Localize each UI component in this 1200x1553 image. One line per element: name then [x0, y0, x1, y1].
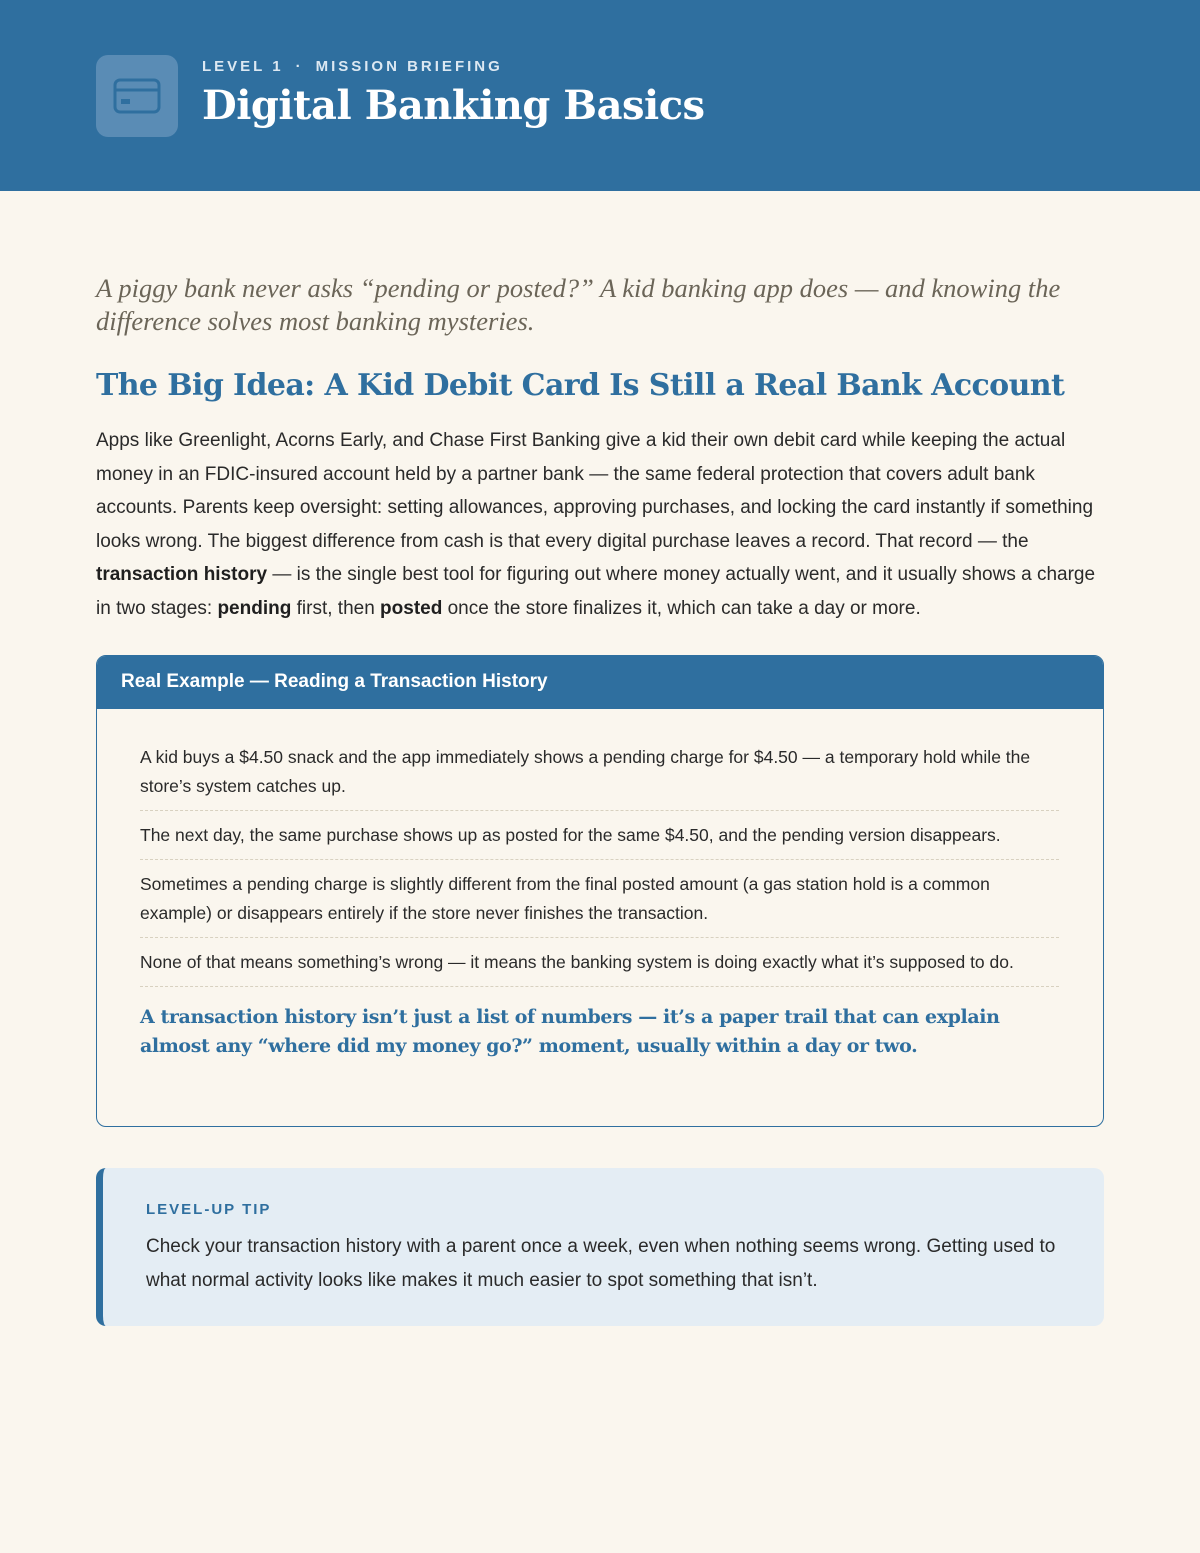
- tip-label: LEVEL-UP TIP: [146, 1201, 272, 1218]
- term-transaction-history: transaction history: [96, 564, 268, 585]
- example-card: [96, 655, 1104, 1127]
- list-item: The next day, the same purchase shows up as posted for the same $4.50, and the pending version disappears.: [140, 811, 1059, 860]
- example-list: [97, 709, 1103, 1061]
- tip-text: Check your transaction history with a parent once a week, even when nothing seems wrong. Getting used to what normal activity looks like makes it much easier to spot something that isn’t.: [146, 1236, 1056, 1291]
- eyebrow-section: MISSION BRIEFING: [315, 58, 503, 75]
- big-idea-heading: The Big Idea: A Kid Debit Card Is Still a Real Bank Account: [96, 368, 1065, 403]
- term-pending: pending: [217, 597, 292, 619]
- term-posted: posted: [380, 597, 443, 619]
- page-title: Digital Banking Basics: [202, 82, 705, 129]
- list-item: None of that means something’s wrong — it means the banking system is doing exactly what it’s supposed to do.: [140, 938, 1059, 987]
- credit-card-icon: [113, 77, 161, 115]
- intro-lede: A piggy bank never asks “pending or posted?” A kid banking app does — and knowing the difference solves most banking mysteries.: [96, 273, 1061, 336]
- level-badge: [96, 55, 178, 137]
- mission-eyebrow: [202, 58, 503, 75]
- eyebrow-separator: ·: [295, 58, 304, 75]
- list-item: Sometimes a pending charge is slightly different from the final posted amount (a gas station hold is a common example) or disappears entirely if the store never finishes the transaction.: [140, 860, 1059, 938]
- list-item: A kid buys a $4.50 snack and the app immediately shows a pending charge for $4.50 — a temporary hold while the store’s system catches up.: [140, 743, 1059, 811]
- example-takeaway: A transaction history isn’t just a list of numbers — it’s a paper trail that can explain almost any “where did my money go?” moment, usually within a day or two.: [140, 1006, 1000, 1057]
- paragraph-part-3: first, then: [291, 597, 381, 619]
- big-idea-paragraph: [96, 424, 1106, 625]
- eyebrow-level: LEVEL 1: [202, 58, 284, 75]
- example-card-title: Real Example — Reading a Transaction History: [97, 656, 1103, 709]
- paragraph-part-4: once the store finalizes it, which can take a day or more.: [442, 597, 921, 619]
- level-up-tip: [96, 1168, 1104, 1326]
- header-banner: [0, 0, 1200, 191]
- paragraph-part-2: — is the single best tool for figuring out where money actually went, and it usually shows a charge in two stages:: [96, 564, 1096, 619]
- paragraph-part-1: Apps like Greenlight, Acorns Early, and Chase First Banking give a kid their own debit card while keeping the actual money in an FDIC-insured account held by a partner bank — the same federal protection that covers adult bank accounts. Parents keep oversight: setting allowances, approving purchases, and locking the card instantly if something looks wrong. The biggest difference from cash is that every digital purchase leaves a record. That record — the: [96, 430, 1094, 552]
